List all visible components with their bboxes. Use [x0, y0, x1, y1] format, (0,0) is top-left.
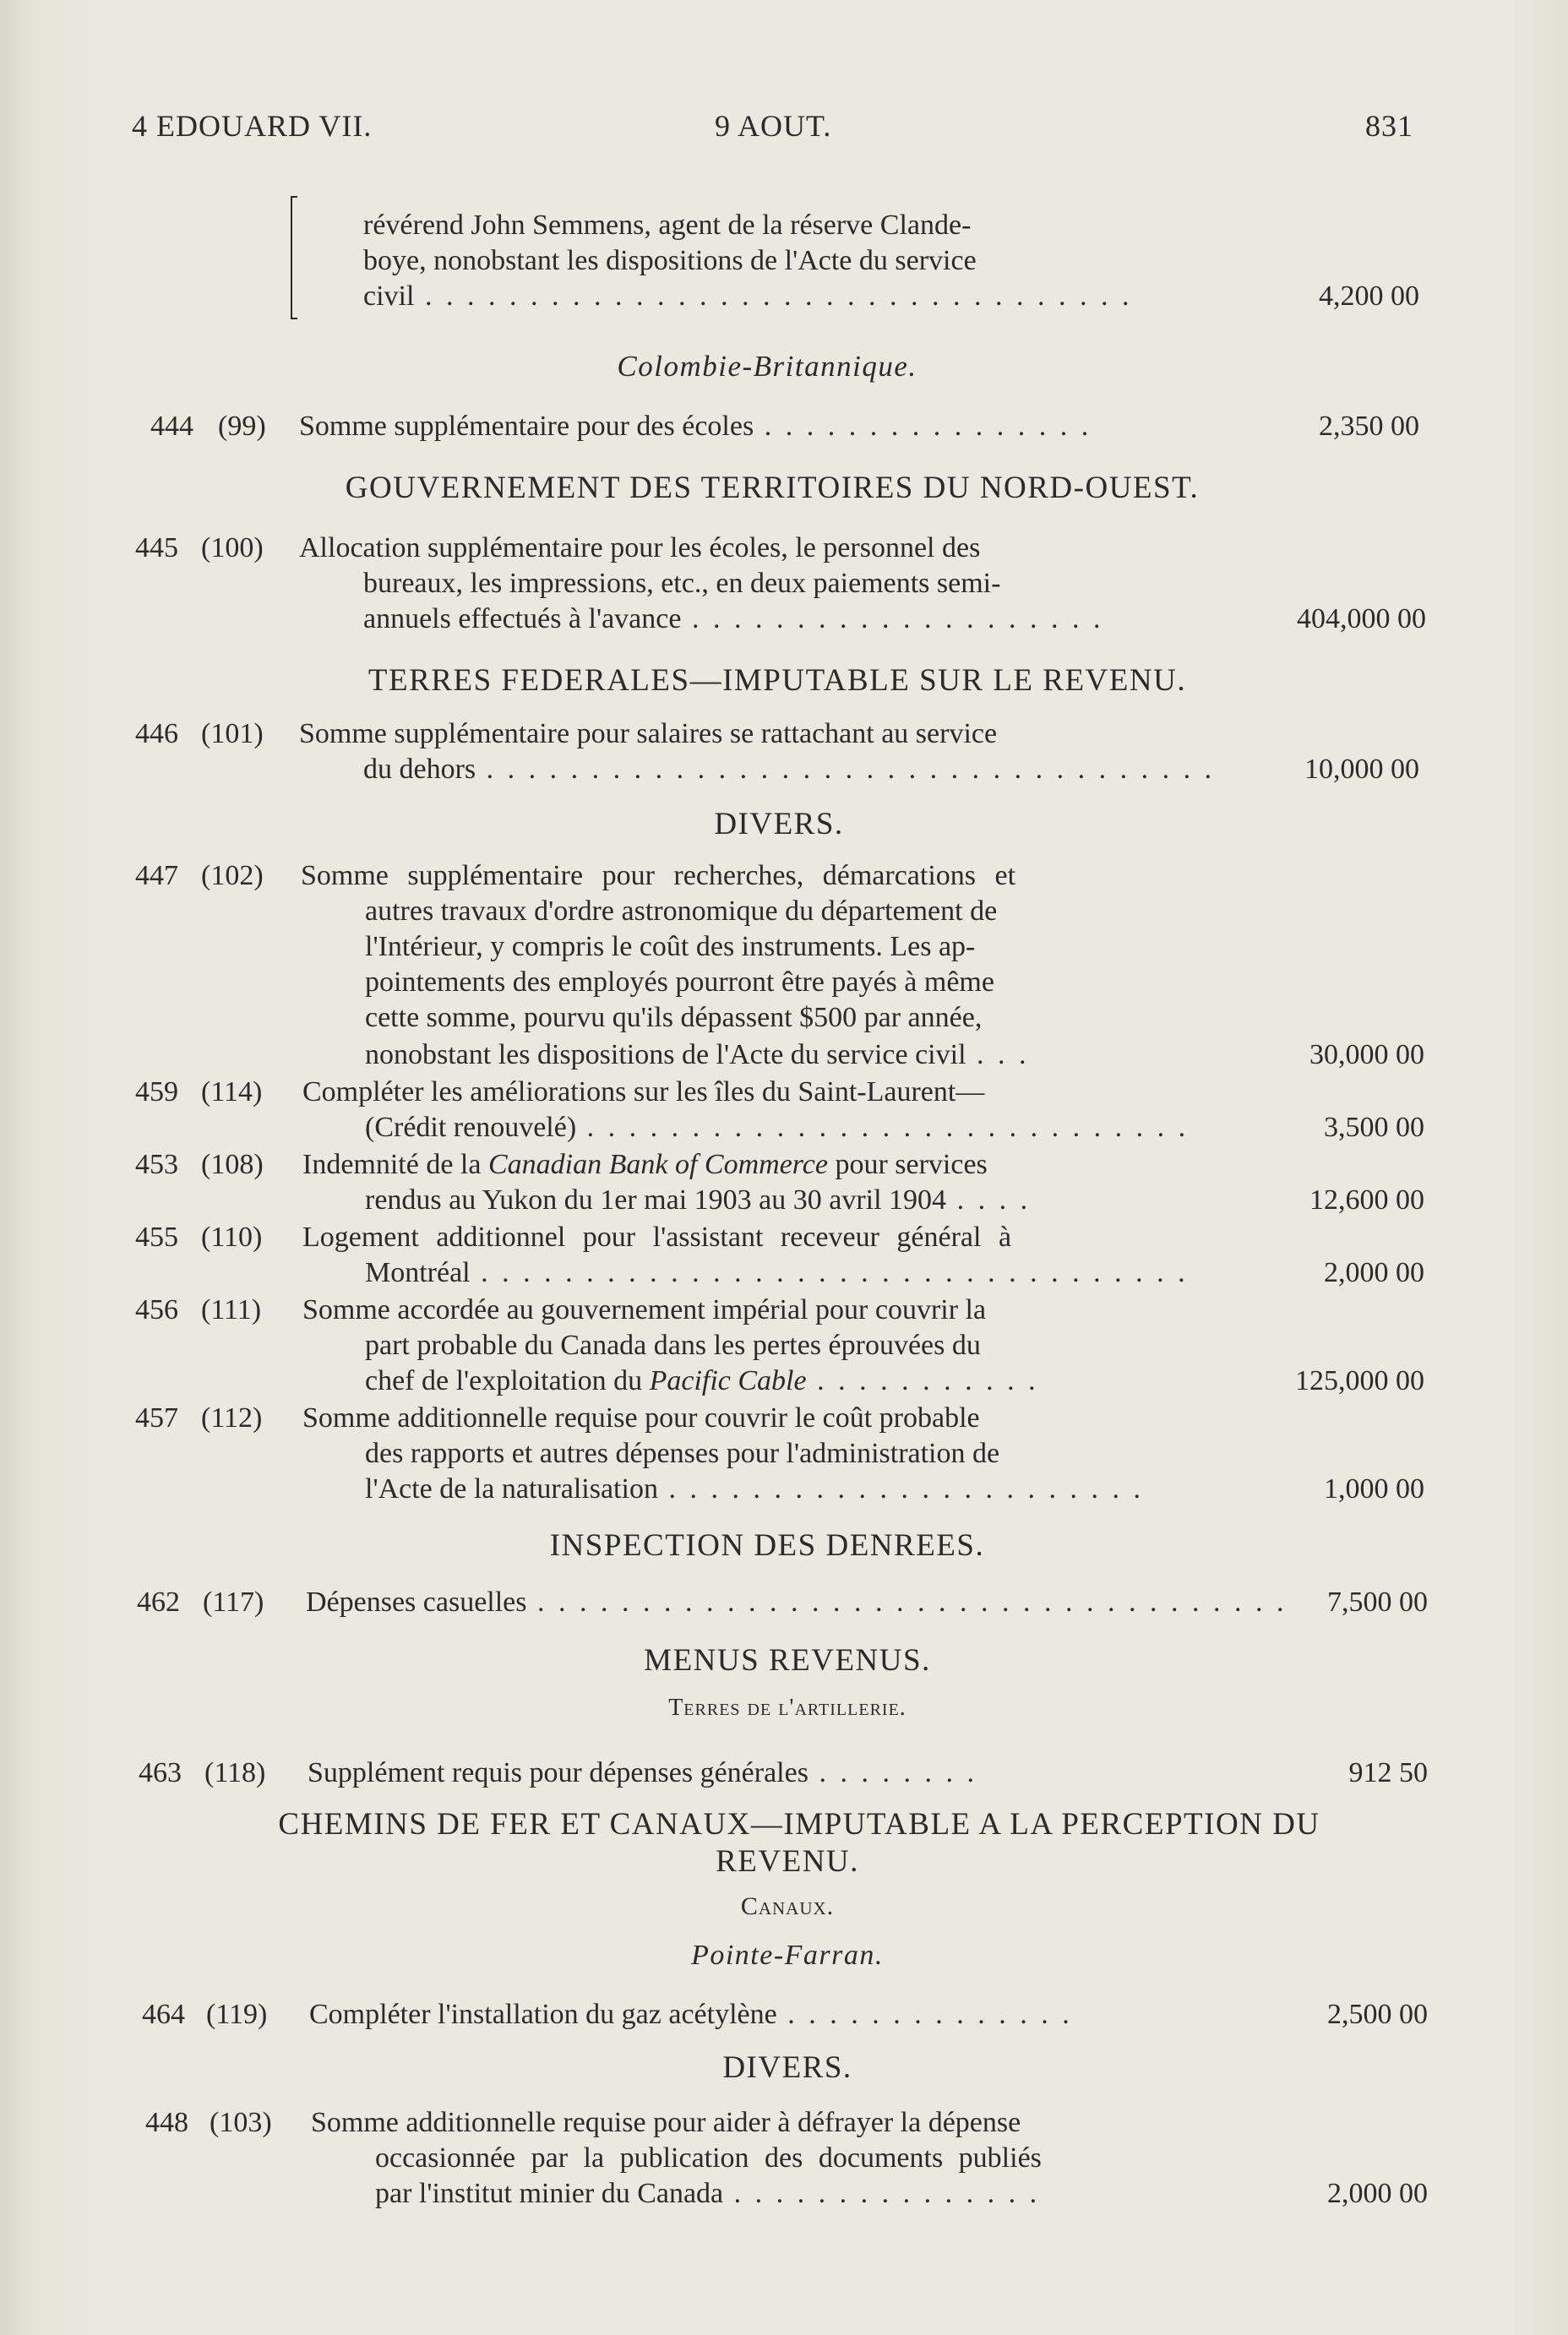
cont-line-2: boye, nonobstant les dispositions de l'Acte du service: [363, 245, 977, 276]
item-463-amount: 912 50: [1348, 1757, 1428, 1788]
item-453-amount: 12,600 00: [1309, 1184, 1424, 1216]
item-446-ref: (101): [201, 718, 264, 749]
item-463-line-1: Supplément requis pour dépenses générales . . . . . . . .: [308, 1757, 977, 1788]
subsection-canaux: Canaux.: [740, 1892, 835, 1920]
item-456-ref: (111): [201, 1294, 262, 1325]
item-444-line-1: Somme supplémentaire pour des écoles . . . . . . . . . . . . . . . .: [299, 411, 1092, 442]
item-455-line-1: Logement additionnel pour l'assistant receveur général à: [302, 1222, 1012, 1253]
item-445-ref: (100): [201, 532, 264, 563]
item-459-line-2: (Crédit renouvelé) . . . . . . . . . . . . . . . . . . . . . . . . . . . . .: [365, 1112, 1190, 1143]
item-457-line-2: des rapports et autres dépenses pour l'administration de: [365, 1438, 1000, 1469]
item-457-line-3: l'Acte de la naturalisation . . . . . . . . . . . . . . . . . . . . . . .: [365, 1473, 1144, 1505]
item-457-line-1: Somme additionnelle requise pour couvrir le coût probable: [302, 1402, 980, 1434]
item-462-number: 462: [137, 1587, 180, 1618]
item-448-ref: (103): [210, 2107, 272, 2138]
item-464-ref: (119): [206, 1999, 268, 2030]
item-444-ref: (99): [218, 411, 266, 442]
item-455-amount: 2,000 00: [1324, 1257, 1424, 1288]
item-447-amount: 30,000 00: [1309, 1039, 1424, 1070]
item-448-line-2: occasionnée par la publication des documents publiés: [375, 2142, 1042, 2174]
item-447-line-1: Somme supplémentaire pour recherches, démarcations et: [301, 860, 1016, 891]
item-448-number: 448: [145, 2107, 188, 2138]
item-453-line-2: rendus au Yukon du 1er mai 1903 au 30 avril 1904 . . . .: [365, 1184, 1032, 1216]
item-447-line-4: pointements des employés pourront être payés à même: [365, 966, 994, 998]
item-457-amount: 1,000 00: [1324, 1473, 1424, 1505]
item-453-line-1: Indemnité de la Canadian Bank of Commerce pour services: [302, 1149, 988, 1180]
item-447-line-2: autres travaux d'ordre astronomique du département de: [365, 895, 998, 927]
item-463-ref: (118): [204, 1757, 266, 1788]
item-445-number: 445: [135, 532, 178, 563]
item-446-number: 446: [135, 718, 178, 749]
item-456-line-3: chef de l'exploitation du Pacific Cable . . . . . . . . . . .: [365, 1365, 1039, 1396]
item-453-number: 453: [135, 1149, 178, 1180]
item-444-amount: 2,350 00: [1319, 411, 1419, 442]
item-462-ref: (117): [203, 1587, 264, 1618]
section-gouvernement: GOUVERNEMENT DES TERRITOIRES DU NORD-OUEST.: [345, 471, 1200, 505]
item-462-amount: 7,500 00: [1327, 1587, 1428, 1618]
item-456-amount: 125,000 00: [1295, 1365, 1424, 1396]
item-457-number: 457: [135, 1402, 178, 1434]
brace-mark: [291, 196, 304, 319]
header-center: 9 AOUT.: [715, 109, 832, 143]
section-chemins-line-1: CHEMINS DE FER ET CANAUX—IMPUTABLE A LA PERCEPTION DU: [278, 1807, 1320, 1842]
section-divers-1: DIVERS.: [714, 807, 844, 841]
item-445-line-3: annuels effectués à l'avance . . . . . . . . . . . . . . . . . . . .: [363, 603, 1104, 634]
item-445-line-1: Allocation supplémentaire pour les écoles, le personnel des: [299, 532, 981, 563]
page-number: 831: [1365, 109, 1413, 143]
section-menus-revenus: MENUS REVENUS.: [644, 1643, 931, 1678]
cont-line-1: révérend John Semmens, agent de la réserve Clande-: [363, 210, 972, 241]
cont-amount: 4,200 00: [1319, 280, 1419, 312]
item-445-line-2: bureaux, les impressions, etc., en deux paiements semi-: [363, 568, 1001, 599]
header-left: 4 EDOUARD VII.: [132, 109, 373, 143]
item-456-line-1: Somme accordée au gouvernement impérial pour couvrir la: [302, 1294, 987, 1325]
item-462-line-1: Dépenses casuelles . . . . . . . . . . . . . . . . . . . . . . . . . . . . . . . . . . . .: [306, 1587, 1288, 1618]
item-459-amount: 3,500 00: [1324, 1112, 1424, 1143]
item-447-line-6: nonobstant les dispositions de l'Acte du service civil . . .: [365, 1039, 1030, 1070]
section-divers-2: DIVERS.: [722, 2050, 852, 2085]
subsection-pointe-farran: Pointe-Farran.: [691, 1940, 884, 1971]
cont-line-3: civil . . . . . . . . . . . . . . . . . . . . . . . . . . . . . . . . . .: [363, 280, 1133, 312]
section-chemins-line-2: REVENU.: [716, 1844, 859, 1879]
item-448-line-1: Somme additionnelle requise pour aider à défrayer la dépense: [311, 2107, 1021, 2138]
item-459-number: 459: [135, 1076, 178, 1108]
item-464-amount: 2,500 00: [1327, 1999, 1428, 2030]
subsection-artillerie: Terres de l'artillerie.: [668, 1695, 906, 1721]
item-447-number: 447: [135, 860, 178, 891]
item-455-ref: (110): [201, 1222, 263, 1253]
item-464-line-1: Compléter l'installation du gaz acétylène . . . . . . . . . . . . . .: [309, 1999, 1073, 2030]
item-456-number: 456: [135, 1294, 178, 1325]
item-447-line-5: cette somme, pourvu qu'ils dépassent $500 par année,: [365, 1002, 983, 1033]
item-447-line-3: l'Intérieur, y compris le coût des instruments. Les ap-: [365, 931, 976, 962]
section-colombie: Colombie-Britannique.: [617, 350, 917, 383]
item-446-line-2: du dehors . . . . . . . . . . . . . . . . . . . . . . . . . . . . . . . . . . .: [363, 754, 1216, 785]
item-455-number: 455: [135, 1222, 178, 1253]
item-463-number: 463: [139, 1757, 182, 1788]
item-448-amount: 2,000 00: [1327, 2178, 1428, 2209]
section-terres-federales: TERRES FEDERALES—IMPUTABLE SUR LE REVENU.: [368, 663, 1187, 698]
item-457-ref: (112): [201, 1402, 263, 1434]
item-464-number: 464: [142, 1999, 185, 2030]
item-456-line-2: part probable du Canada dans les pertes éprouvées du: [365, 1330, 981, 1361]
item-447-ref: (102): [201, 860, 264, 891]
item-459-line-1: Compléter les améliorations sur les îles du Saint-Laurent—: [302, 1076, 985, 1108]
item-446-line-1: Somme supplémentaire pour salaires se rattachant au service: [299, 718, 998, 749]
item-455-line-2: Montréal . . . . . . . . . . . . . . . . . . . . . . . . . . . . . . . . . .: [365, 1257, 1189, 1288]
item-445-amount: 404,000 00: [1297, 603, 1426, 634]
item-459-ref: (114): [201, 1076, 263, 1108]
section-inspection: INSPECTION DES DENREES.: [549, 1528, 985, 1563]
item-453-ref: (108): [201, 1149, 264, 1180]
item-446-amount: 10,000 00: [1304, 754, 1419, 785]
item-444-number: 444: [150, 411, 193, 442]
item-448-line-3: par l'institut minier du Canada . . . . . . . . . . . . . . .: [375, 2178, 1041, 2209]
